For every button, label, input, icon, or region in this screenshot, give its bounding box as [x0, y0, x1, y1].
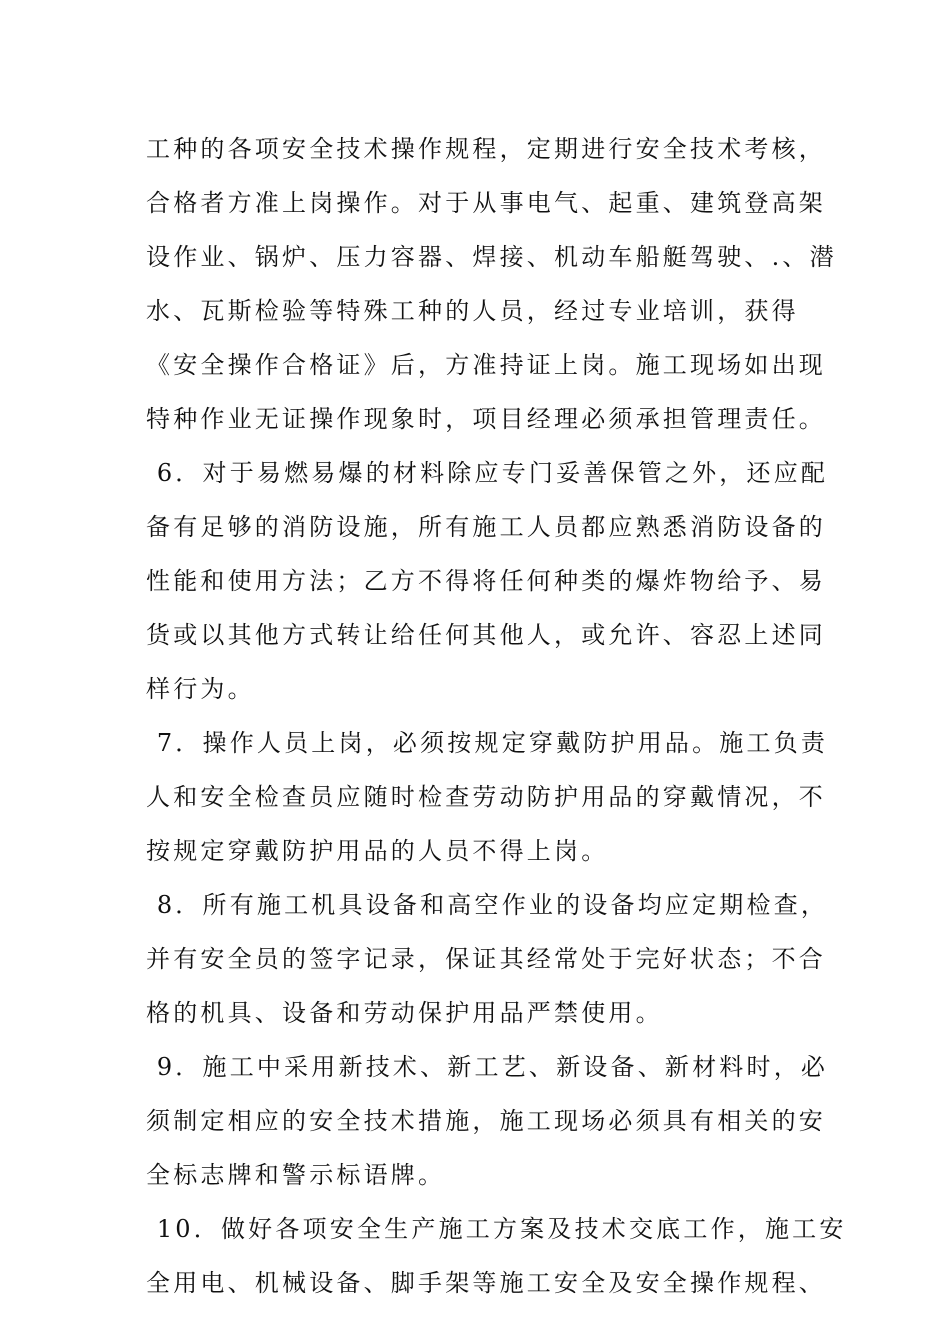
text-line: 按规定穿戴防护用品的人员不得上岗。	[146, 837, 609, 865]
text-line: 工种的各项安全技术操作规程，定期进行安全技术考核，	[146, 135, 826, 163]
text-line: 合格者方准上岗操作。对于从事电气、起重、建筑登高架	[146, 189, 826, 217]
text-line: 并有安全员的签字记录，保证其经常处于完好状态；不合	[146, 945, 826, 973]
text-line: 全用电、机械设备、脚手架等施工安全及安全操作规程、	[146, 1269, 826, 1297]
body-text	[146, 122, 847, 1310]
text-line: 样行为。	[146, 675, 255, 703]
text-line: 9．施工中采用新技术、新工艺、新设备、新材料时，必	[146, 1053, 829, 1081]
text-line: 全标志牌和警示标语牌。	[146, 1161, 446, 1189]
text-line: 货或以其他方式转让给任何其他人，或允许、容忍上述同	[146, 621, 826, 649]
text-line: 《安全操作合格证》后，方准持证上岗。施工现场如出现	[146, 351, 826, 379]
text-line: 性能和使用方法；乙方不得将任何种类的爆炸物给予、易	[146, 567, 826, 595]
text-line: 格的机具、设备和劳动保护用品严禁使用。	[146, 999, 663, 1027]
text-line: 须制定相应的安全技术措施，施工现场必须具有相关的安	[146, 1107, 826, 1135]
text-line: 水、瓦斯检验等特殊工种的人员，经过专业培训，获得	[146, 297, 799, 325]
text-line: 8．所有施工机具设备和高空作业的设备均应定期检查，	[146, 891, 829, 919]
text-line: 备有足够的消防设施，所有施工人员都应熟悉消防设备的	[146, 513, 826, 541]
text-line: 设作业、锅炉、压力容器、焊接、机动车船艇驾驶、.、潜	[146, 243, 837, 271]
text-line: 6．对于易燃易爆的材料除应专门妥善保管之外，还应配	[146, 459, 829, 487]
text-line: 特种作业无证操作现象时，项目经理必须承担管理责任。	[146, 405, 826, 433]
text-line: 人和安全检查员应随时检查劳动防护用品的穿戴情况，不	[146, 783, 826, 811]
text-line: 10．做好各项安全生产施工方案及技术交底工作，施工安	[146, 1215, 847, 1243]
text-line: 7．操作人员上岗，必须按规定穿戴防护用品。施工负责	[146, 729, 829, 757]
